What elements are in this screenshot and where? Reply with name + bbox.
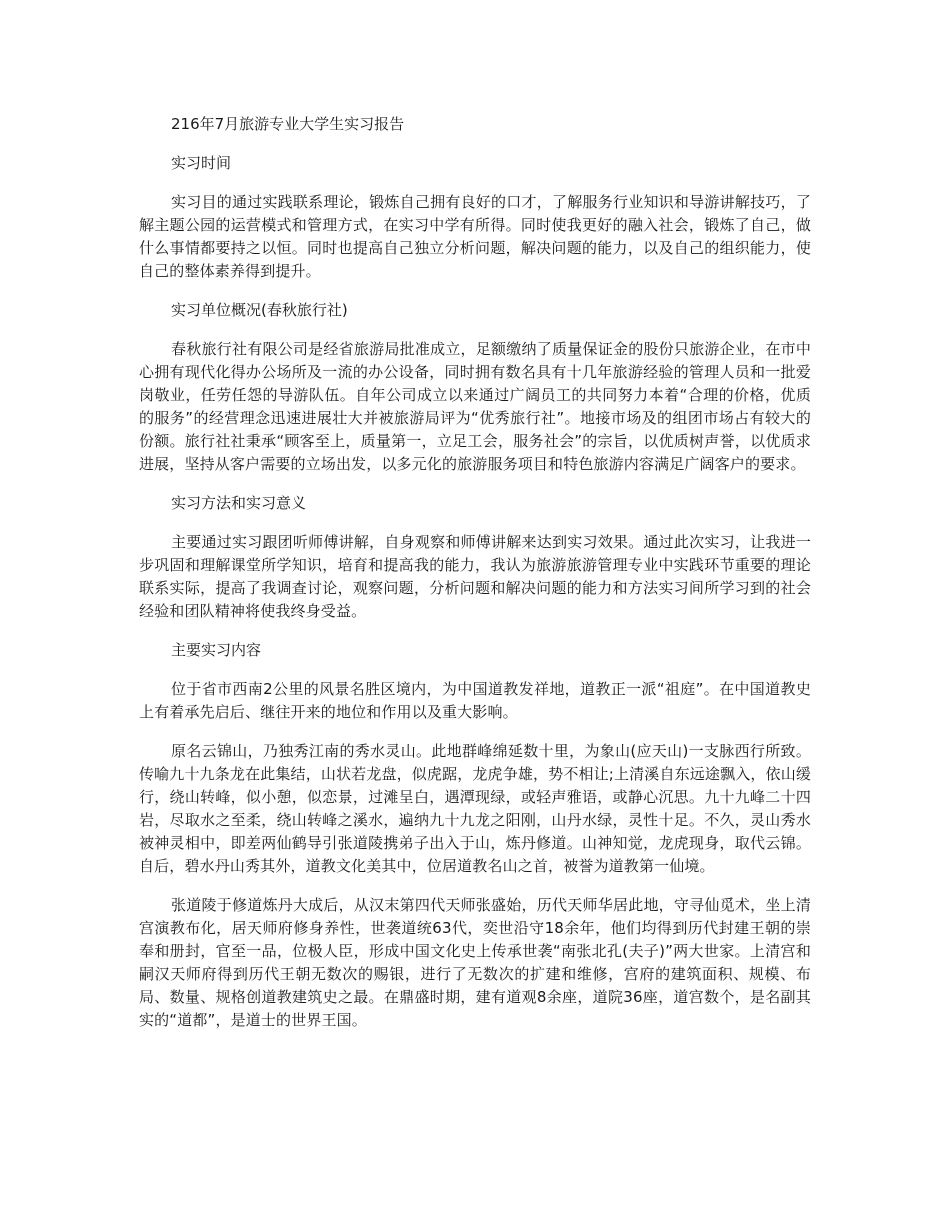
paragraph-methods: 主要通过实习跟团听师傅讲解，自身观察和师傅讲解来达到实习效果。通过此次实习，让我进一步巩固和理解课堂所学知识，培育和提高我的能力，我认为旅游旅游管理专业中实践环节重要的理论联系实际，提高了我调查讨论，观察问题，分析问题和解决问题的能力和方法实习间所学习到的社会经验和团队精神将使我终身受益。 [139,533,811,620]
section-heading-internship-time: 实习时间 [171,154,232,172]
document-title: 216年7月旅游专业大学生实习报告 [171,115,405,133]
paragraph-location: 位于省市西南2公里的风景名胜区境内，为中国道教发祥地，道教正一派“祖庭”。在中国道教史上有着承先启后、继往开来的地位和作用以及重大影响。 [139,680,811,721]
paragraph-mountain: 原名云锦山，乃独秀江南的秀水灵山。此地群峰绵延数十里，为象山(应天山)一支脉西行所致。传喻九十九条龙在此集结，山状若龙盘，似虎踞，龙虎争雄，势不相让;上清溪自东远途飘入，依山缓行，绕山转峰，似小憩，似恋景，过滩呈白，遇潭现绿，或轻声雅语，或静心沉思。九十九峰二十四岩，尽取水之至柔，绕山转峰之溪水，遍纳九十九龙之阳刚，山丹水绿，灵性十足。不久，灵山秀水被神灵相中，即差两仙鹤导引张道陵携弟子出入于山，炼丹修道。山神知觉，龙虎现身，取代云锦。自后，碧水丹山秀其外，道教文化美其中，位居道教名山之首，被誉为道教第一仙境。 [139,742,811,875]
document-page [139,113,811,1048]
paragraph-purpose: 实习目的通过实践联系理论，锻炼自己拥有良好的口才，了解服务行业知识和导游讲解技巧，了解主题公园的运营模式和管理方式，在实习中学有所得。同时使我更好的融入社会，锻炼了自己，做什么事情都要持之以恒。同时也提高自己独立分析问题，解决问题的能力，以及自己的组织能力，使自己的整体素养得到提升。 [139,193,811,280]
section-heading-main-content: 主要实习内容 [171,641,262,659]
section-heading-company-overview: 实习单位概况(春秋旅行社) [171,301,348,319]
section-heading-methods: 实习方法和实习意义 [171,494,307,512]
paragraph-history: 张道陵于修道炼丹大成后，从汉末第四代天师张盛始，历代天师华居此地，守寻仙觅术，坐上清宫演教布化，居天师府修身养性，世袭道统63代，奕世沿守18余年，他们均得到历代封建王朝的崇奉和册封，官至一品，位极人臣，形成中国文化史上传承世袭“南张北孔(夫子)”两大世家。上清宫和嗣汉天师府得到历代王朝无数次的赐银，进行了无数次的扩建和维修，宫府的建筑面积、规模、布局、数量、规格创道教建筑史之最。在鼎盛时期，建有道观8余座，道院36座，道宫数个，是名副其实的“道都”，是道士的世界王国。 [139,896,811,1029]
paragraph-company: 春秋旅行社有限公司是经省旅游局批准成立，足额缴纳了质量保证金的股份只旅游企业，在市中心拥有现代化得办公场所及一流的办公设备，同时拥有数名具有十几年旅游经验的管理人员和一批爱岗敬业，任劳任怨的导游队伍。自年公司成立以来通过广阔员工的共同努力本着“合理的价格，优质的服务”的经营理念迅速进展壮大并被旅游局评为“优秀旅行社”。地接市场及的组团市场占有较大的份额。旅行社社秉承“顾客至上，质量第一，立足工会，服务社会”的宗旨，以优质树声誉，以优质求进展，坚持从客户需要的立场出发，以多元化的旅游服务项目和特色旅游内容满足广阔客户的要求。 [139,340,811,473]
